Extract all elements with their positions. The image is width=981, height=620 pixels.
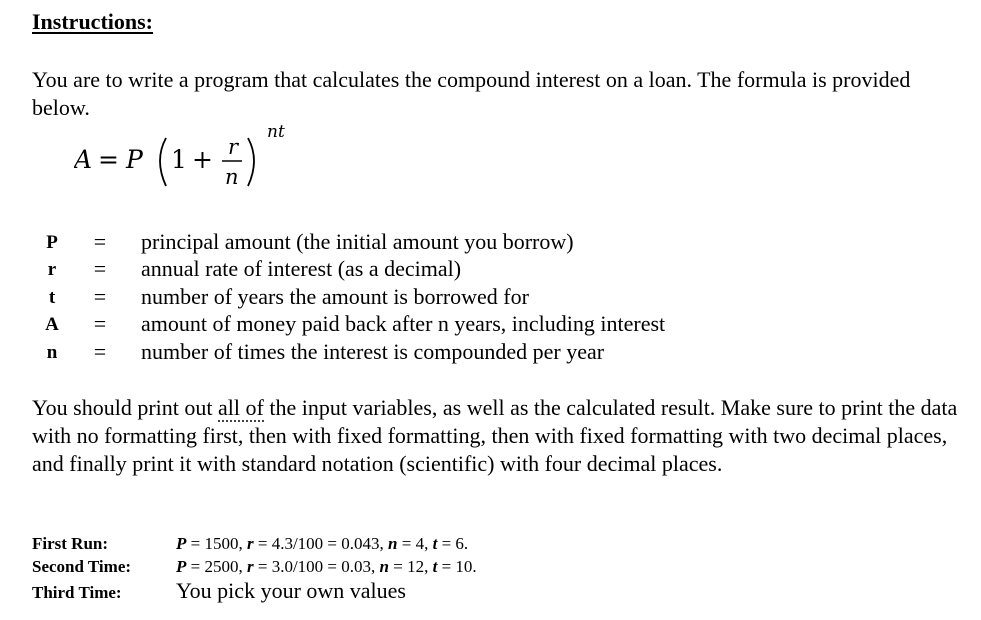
run-values-first: [176, 534, 468, 554]
variable-equals: =: [93, 311, 107, 336]
formula-exponent: nt: [267, 122, 285, 142]
val-t: = 10.: [437, 557, 477, 576]
formula-n: n: [225, 165, 239, 189]
var-n: n: [379, 557, 389, 576]
variable-symbol: P: [46, 232, 58, 253]
instructions-text-1: You should print out: [32, 395, 219, 420]
variable-equals: =: [93, 284, 107, 309]
instructions-heading: Instructions:: [32, 9, 154, 34]
variable-equals: =: [93, 256, 107, 281]
formula-left-paren: [160, 138, 166, 186]
formula-A: A: [74, 145, 93, 174]
formula-P: P: [126, 145, 143, 174]
val-P: = 1500,: [186, 534, 247, 553]
formula-one: 1: [171, 145, 187, 174]
formula-right-paren: [248, 138, 254, 186]
variable-equals: =: [93, 339, 107, 364]
instructions-paragraph: [32, 394, 972, 478]
val-r: = 3.0/100 = 0.03,: [253, 557, 380, 576]
val-P: = 2500,: [186, 557, 247, 576]
intro-paragraph: You are to write a program that calculates the compound interest on a loan. The formula is provided below.: [32, 67, 911, 120]
formula-plus: +: [192, 145, 213, 174]
var-t: t: [432, 534, 438, 553]
variable-symbol: A: [45, 314, 59, 335]
val-r: = 4.3/100 = 0.043,: [253, 534, 389, 553]
variable-symbol: r: [47, 259, 57, 280]
run-label-first: First Run:: [32, 534, 109, 553]
variable-equals: =: [93, 229, 107, 254]
formula-equals: =: [98, 145, 119, 174]
instructions-emphasis: all of: [218, 395, 264, 420]
formula-r: r: [228, 135, 239, 159]
variable-definition: number of times the interest is compounded per year: [141, 339, 605, 364]
run-values-second: [176, 557, 477, 577]
var-r: r: [246, 534, 254, 553]
variable-row: [0, 256, 981, 284]
variable-symbol: n: [46, 342, 58, 363]
val-n: = 4,: [397, 534, 433, 553]
variable-row: [0, 284, 981, 312]
var-t: t: [432, 557, 438, 576]
val-n: = 12,: [388, 557, 433, 576]
run-values-third: You pick your own values: [176, 578, 406, 603]
variable-row: [0, 339, 981, 367]
run-label-third: Third Time:: [32, 583, 122, 602]
variable-definition: principal amount (the initial amount you borrow): [141, 229, 574, 254]
run-label-second: Second Time:: [32, 557, 132, 576]
variable-row: [0, 311, 981, 339]
var-r: r: [246, 557, 254, 576]
var-n: n: [388, 534, 398, 553]
variable-definition: amount of money paid back after n years, including interest: [141, 311, 666, 336]
variable-symbol: t: [48, 287, 56, 308]
var-P: P: [176, 557, 187, 576]
compound-interest-formula: [74, 120, 314, 196]
instructions-text-2: the input variables, as well as the calculated result. Make sure to print the data with no formatting first, then with fixed formatting, then with fixed formatting with two decimal places, and finally print it with standard notation (scientific) with four decimal places.: [32, 395, 958, 476]
val-t: = 6.: [437, 534, 469, 553]
variable-definition: annual rate of interest (as a decimal): [141, 256, 462, 281]
variable-row: [0, 229, 981, 257]
var-P: P: [176, 534, 187, 553]
variable-definition: number of years the amount is borrowed for: [141, 284, 529, 309]
